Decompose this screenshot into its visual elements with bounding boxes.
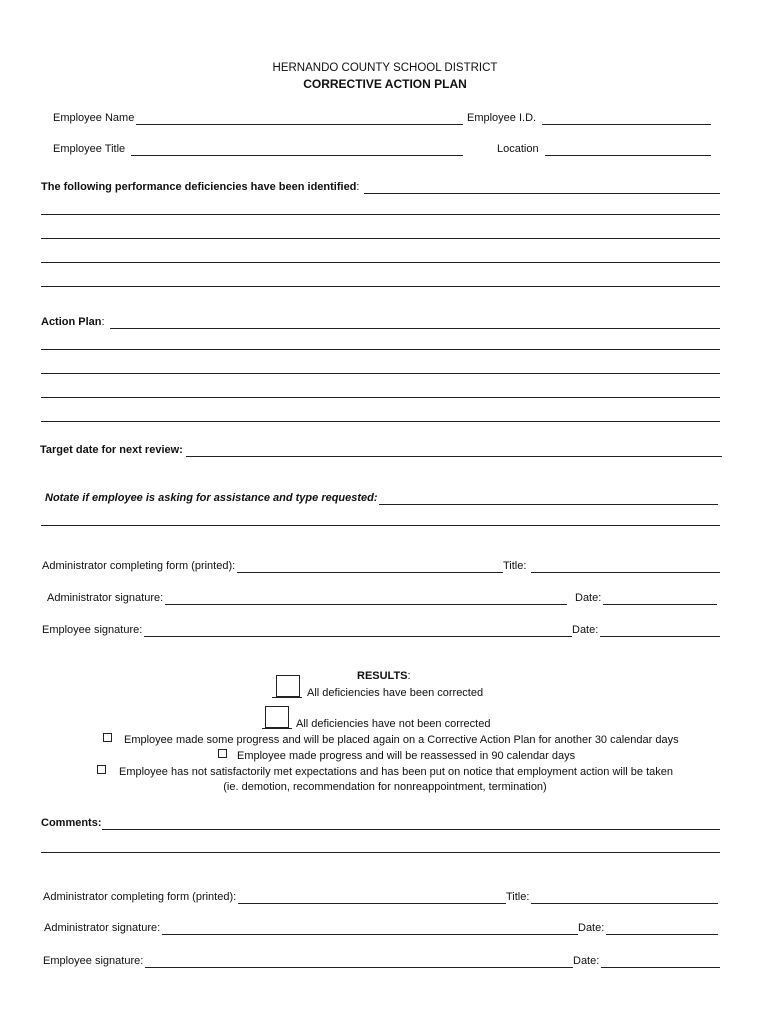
- action-plan-line[interactable]: [41, 421, 720, 422]
- comments-line[interactable]: [102, 818, 720, 830]
- result-option-not-corrected: All deficiencies have not been corrected: [296, 718, 491, 730]
- admin-printed-field[interactable]: [42, 559, 503, 573]
- target-date-label: Target date for next review:: [40, 444, 183, 456]
- employee-signature-label-2: Employee signature:: [43, 955, 144, 967]
- employee-date-field[interactable]: [572, 623, 720, 637]
- admin-signature-line[interactable]: [165, 593, 567, 605]
- admin-title-line[interactable]: [531, 561, 720, 573]
- target-date-field[interactable]: [40, 443, 722, 457]
- admin-title-field-2[interactable]: [506, 890, 718, 904]
- deficiencies-line[interactable]: [41, 214, 720, 215]
- action-plan-field[interactable]: [41, 315, 720, 329]
- comments-field[interactable]: [41, 816, 720, 830]
- action-plan-colon: :: [101, 316, 105, 328]
- action-plan-line[interactable]: [110, 317, 720, 329]
- result-checkbox-underline: [272, 697, 302, 698]
- employee-signature-field[interactable]: [42, 623, 572, 637]
- employee-id-label: Employee I.D.: [467, 112, 537, 124]
- comments-line[interactable]: [41, 852, 720, 853]
- deficiencies-line[interactable]: [41, 286, 720, 287]
- deficiencies-line[interactable]: [364, 182, 720, 194]
- admin-signature-field-2[interactable]: [44, 921, 578, 935]
- deficiencies-label: The following performance deficiencies have been identified: [41, 181, 357, 193]
- action-plan-line[interactable]: [41, 349, 720, 350]
- deficiencies-colon: :: [356, 181, 360, 193]
- action-plan-line[interactable]: [41, 397, 720, 398]
- employee-name-field[interactable]: [53, 111, 463, 125]
- form-title: CORRECTIVE ACTION PLAN: [303, 77, 467, 91]
- employee-title-label: Employee Title: [53, 143, 126, 155]
- result-label-progress-90: Employee made progress and will be reassessed in 90 calendar days: [237, 750, 576, 762]
- result-notice-examples: (ie. demotion, recommendation for nonreappointment, termination): [223, 781, 547, 793]
- assistance-line[interactable]: [41, 525, 720, 526]
- admin-date-field[interactable]: [575, 591, 717, 605]
- assistance-field[interactable]: [45, 491, 718, 505]
- admin-title-line-2[interactable]: [531, 892, 718, 904]
- admin-date-label-2: Date:: [578, 922, 605, 934]
- admin-date-line[interactable]: [603, 593, 717, 605]
- target-date-line[interactable]: [186, 445, 722, 457]
- result-checkbox-not-corrected[interactable]: [265, 706, 289, 728]
- result-label-notice: Employee has not satisfactorily met expectations and has been put on notice that employment action will be taken: [119, 766, 673, 778]
- result-checkbox-corrected[interactable]: [276, 675, 300, 697]
- admin-title-field[interactable]: [503, 559, 720, 573]
- employee-title-line[interactable]: [131, 144, 463, 156]
- employee-signature-line-2[interactable]: [145, 956, 573, 968]
- admin-signature-label: Administrator signature:: [47, 592, 164, 604]
- admin-date-field-2[interactable]: [578, 921, 718, 935]
- admin-title-label-2: Title:: [506, 891, 530, 903]
- employee-name-line[interactable]: [136, 113, 463, 125]
- result-checkbox-progress-90[interactable]: [218, 749, 227, 758]
- employee-date-field-2[interactable]: [573, 954, 720, 968]
- location-label: Location: [497, 143, 539, 155]
- admin-printed-field-2[interactable]: [43, 890, 506, 904]
- deficiencies-line[interactable]: [41, 238, 720, 239]
- employee-id-field[interactable]: [467, 111, 711, 125]
- admin-printed-line[interactable]: [237, 561, 503, 573]
- result-checkbox-underline: [262, 728, 292, 729]
- admin-date-label: Date:: [575, 592, 602, 604]
- employee-date-line-2[interactable]: [601, 956, 720, 968]
- deficiencies-line[interactable]: [41, 262, 720, 263]
- employee-title-field[interactable]: [53, 142, 463, 156]
- result-checkbox-progress-30[interactable]: [103, 733, 112, 742]
- admin-printed-line-2[interactable]: [238, 892, 506, 904]
- result-label-progress-30: Employee made some progress and will be placed again on a Corrective Action Plan for another 30 calendar days: [124, 734, 679, 746]
- result-option-progress-90[interactable]: [218, 749, 575, 763]
- employee-date-label: Date:: [572, 624, 599, 636]
- assistance-line[interactable]: [379, 493, 718, 505]
- employee-date-label-2: Date:: [573, 955, 600, 967]
- action-plan-label: Action Plan: [41, 316, 102, 328]
- assistance-label: Notate if employee is asking for assistance and type requested:: [45, 492, 378, 504]
- employee-name-label: Employee Name: [53, 112, 135, 124]
- action-plan-line[interactable]: [41, 373, 720, 374]
- admin-title-label: Title:: [503, 560, 527, 572]
- admin-signature-label-2: Administrator signature:: [44, 922, 161, 934]
- employee-id-line[interactable]: [542, 113, 711, 125]
- employee-date-line[interactable]: [600, 625, 720, 637]
- result-checkbox-notice[interactable]: [97, 765, 106, 774]
- admin-signature-field[interactable]: [47, 591, 567, 605]
- district-name: HERNANDO COUNTY SCHOOL DISTRICT: [272, 62, 498, 74]
- employee-signature-line[interactable]: [144, 625, 572, 637]
- results-heading: RESULTS:: [357, 670, 411, 682]
- comments-label: Comments:: [41, 817, 102, 829]
- deficiencies-field[interactable]: [41, 180, 720, 194]
- location-line[interactable]: [545, 144, 711, 156]
- admin-date-line-2[interactable]: [606, 923, 718, 935]
- employee-signature-field-2[interactable]: [43, 954, 573, 968]
- admin-signature-line-2[interactable]: [162, 923, 578, 935]
- admin-printed-label-2: Administrator completing form (printed):: [43, 891, 237, 903]
- location-field[interactable]: [497, 142, 711, 156]
- result-option-progress-30[interactable]: [103, 733, 679, 747]
- employee-signature-label: Employee signature:: [42, 624, 143, 636]
- result-option-corrected: All deficiencies have been corrected: [307, 687, 484, 699]
- result-option-notice[interactable]: [97, 765, 673, 779]
- admin-printed-label: Administrator completing form (printed):: [42, 560, 236, 572]
